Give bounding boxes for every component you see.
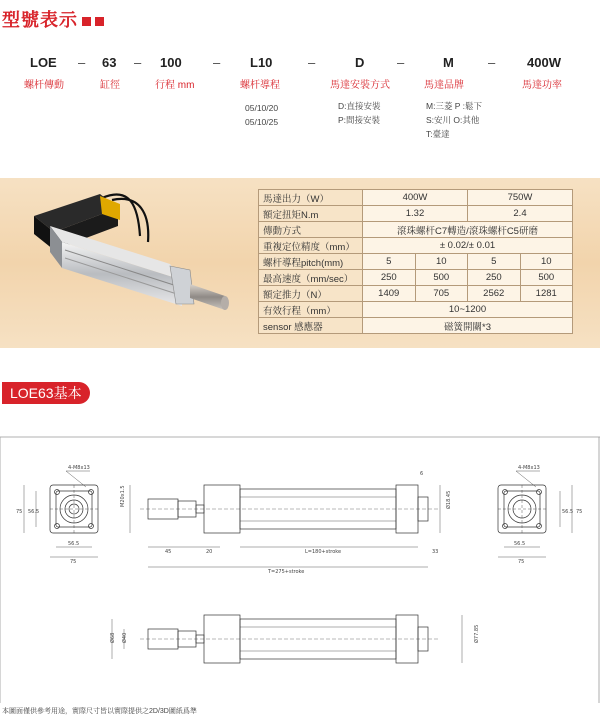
actuator-photo [20,186,255,336]
section2-badge: LOE63基本 [2,382,90,404]
code-part: M [443,55,454,70]
dim-label: 75 [70,559,77,565]
spec-cell: 1409 [363,286,416,302]
lead-option: 05/10/25 [245,117,279,127]
spec-cell: 10 [415,254,468,270]
lead-options [245,101,278,129]
spec-cell: 2562 [468,286,521,302]
lead-option: 05/10/20 [245,103,279,113]
code-label: 馬達品牌 [424,80,464,91]
mount-option: P:間接安裝 [338,115,381,125]
code-part: D [355,55,365,70]
code-dash: – [213,55,221,70]
spec-row [259,190,573,206]
section-title [2,6,104,32]
dim-label: 4-M8x13 [68,465,90,471]
dim-label: 56.5 [28,509,40,515]
dim-label: 6 [420,471,424,477]
dim-label: Ø40 [122,632,128,643]
spec-cell: 1.32 [363,206,468,222]
code-dash: – [78,55,86,70]
brand-option: M:三菱 P :鬆下 [426,101,483,111]
dim-label: 4-M8x13 [518,465,540,471]
front-view-right [498,471,572,557]
code-part: 100 [160,55,182,70]
dim-label: 56.5 [514,541,526,547]
spec-label: 重複定位精度（mm） [259,238,363,254]
dim-label: Ø18.45 [446,490,452,509]
spec-row [259,286,573,302]
code-label: 馬達安裝方式 [330,80,390,91]
side-view [130,485,440,567]
spec-cell: 750W [468,190,573,206]
spec-cell: 250 [468,270,521,286]
code-dash: – [397,55,405,70]
code-label: 螺杆導程 [240,80,280,91]
code-dash: – [308,55,316,70]
footer-note: 本圖面僅供參考用途，實際尺寸皆以實際提供之2D/3D圖紙爲準 [2,708,197,715]
spec-row [259,238,573,254]
spec-label: 額定扭矩N.m [259,206,363,222]
dim-label: L=180+stroke [305,549,342,555]
dim-label: 45 [165,549,172,555]
code-label: 馬達功率 [522,80,562,91]
spec-row [259,302,573,318]
dim-label: 75 [16,509,23,515]
spec-label: 馬達出力（W） [259,190,363,206]
code-label: 螺杆傳動 [24,80,64,91]
spec-cell: 250 [363,270,416,286]
dim-label: T=275+stroke [268,569,305,575]
code-dash: – [488,55,496,70]
code-part: LOE [30,55,57,70]
spec-cell: 500 [520,270,573,286]
red-square-icon [95,17,104,26]
spec-cell: 滾珠螺杆C7轉造/滾珠螺杆C5研磨 [363,222,573,238]
brand-option: T:臺達 [426,129,450,139]
code-part: L10 [250,55,273,70]
brand-options [426,99,482,141]
red-square-icon [82,17,91,26]
spec-cell: ± 0.02/± 0.01 [363,238,573,254]
section-title-text: 型號表示 [2,10,78,30]
spec-row [259,222,573,238]
spec-cell: 5 [363,254,416,270]
dim-label: 75 [518,559,525,565]
spec-cell: 705 [415,286,468,302]
technical-drawing [0,435,600,705]
spec-label: 傳動方式 [259,222,363,238]
dim-label: M20x1.5 [120,485,126,507]
bottom-view [112,615,462,663]
code-dash: – [134,55,142,70]
dim-label: Ø68 [110,632,116,643]
spec-cell: 500 [415,270,468,286]
code-label: 缸徑 [100,80,120,91]
spec-row [259,318,573,334]
spec-row [259,206,573,222]
brand-option: S:安川 O:其他 [426,115,480,125]
dim-label: 75 [576,509,583,515]
dim-label: 33 [432,549,439,555]
dim-label: 56.5 [562,509,574,515]
spec-label: 有效行程（mm） [259,302,363,318]
spec-cell: 10~1200 [363,302,573,318]
spec-cell: 400W [363,190,468,206]
spec-label: sensor 感應器 [259,318,363,334]
code-label: 行程 mm [155,80,195,91]
spec-row [259,270,573,286]
spec-cell: 10 [520,254,573,270]
spec-cell: 磁簧開關*3 [363,318,573,334]
spec-cell: 2.4 [468,206,573,222]
dim-label: Ø77.85 [474,624,480,643]
dim-label: 20 [206,549,213,555]
dim-label: 56.5 [68,541,80,547]
spec-label: 額定推力（N） [259,286,363,302]
mount-option: D:直接安裝 [338,101,381,111]
code-part: 63 [102,55,117,70]
spec-cell: 1281 [520,286,573,302]
code-part: 400W [527,55,561,70]
spec-label: 螺杆導程pitch(mm) [259,254,363,270]
spec-table [258,189,573,334]
spec-row [259,254,573,270]
spec-cell: 5 [468,254,521,270]
mount-options [338,99,381,127]
spec-label: 最高速度（mm/sec） [259,270,363,286]
